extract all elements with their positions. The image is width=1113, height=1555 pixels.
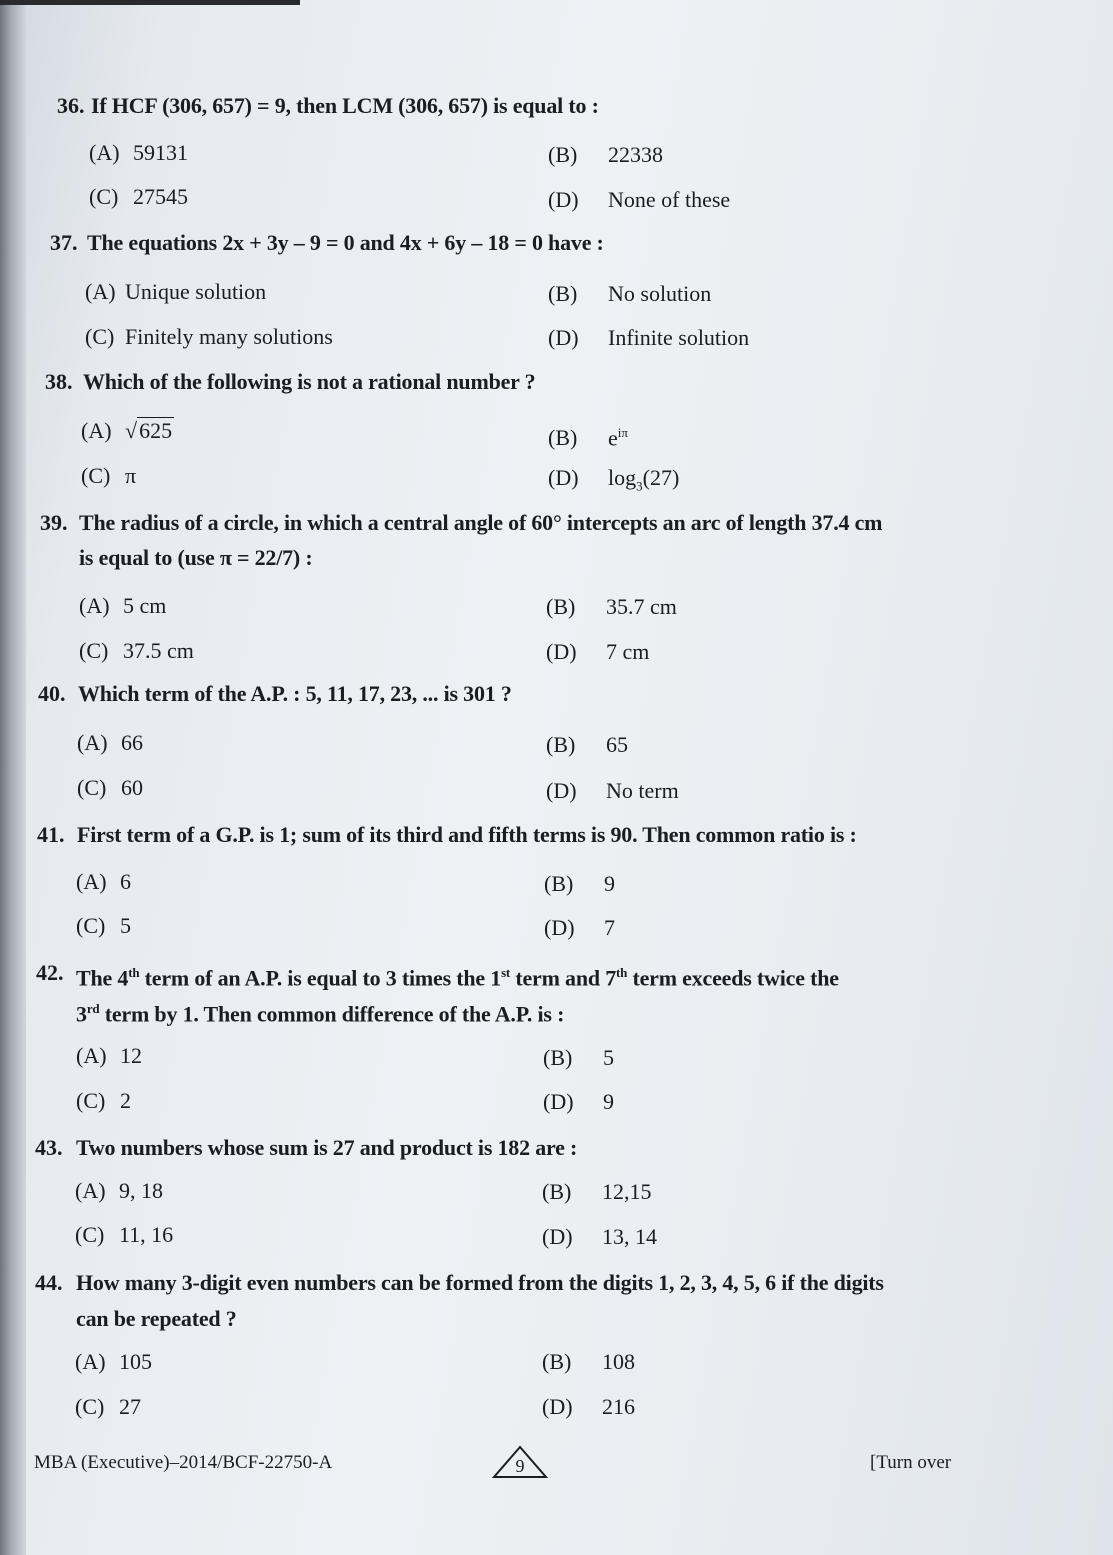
turn-over-label: [Turn over [870,1452,952,1473]
question-text: The 4th term of an A.P. is equal to 3 times the 1st term and 7th term exceeds twice the [76,965,839,991]
option-b: (B) 22338 [548,142,663,167]
question-text-line2: 3rd term by 1. Then common difference of the A.P. is : [76,1001,565,1027]
option-d: (D) 216 [542,1394,635,1419]
question-text: The radius of a circle, in which a central angle of 60° intercepts an arc of length 37.4 cm [79,510,883,535]
option-c: (C) 11, 16 [75,1222,174,1247]
option-a: (A) 59131 [89,140,188,165]
exam-code: MBA (Executive)–2014/BCF-22750-A [34,1452,333,1473]
option-d: (D) 13, 14 [542,1224,657,1249]
option-d: (D) $\log_3(27)$ [548,465,680,494]
option-c: (C) π [81,463,137,488]
option-a: (A) √625 [81,416,174,446]
question-text: How many 3-digit even numbers can be formed from the digits 1, 2, 3, 4, 5, 6 if the digits [76,1270,884,1295]
option-a: (A) 66 [77,730,143,755]
question-text: Which term of the A.P. : 5, 11, 17, 23, ... is 301 ? [78,681,512,706]
option-a: (A) 12 [76,1043,142,1068]
question-number: 44. [35,1270,63,1295]
question-number: 41. [37,822,65,847]
question-text: The equations 2x + 3y – 9 = 0 and 4x + 6y – 18 = 0 have : [87,230,604,255]
option-b: (B) 35.7 cm [546,594,677,619]
question-text: Two numbers whose sum is 27 and product is 182 are : [76,1135,578,1160]
option-c: (C) 2 [76,1088,131,1113]
question-number: 37. [50,230,78,255]
option-c: (C) 27545 [89,184,188,209]
question-number: 36. [57,93,85,118]
top-edge-mark [0,0,300,5]
option-d: (D) 7 cm [546,639,650,664]
question-number: 38. [45,369,73,394]
option-a: (A) 105 [75,1349,152,1374]
page-number-triangle [490,1444,550,1480]
option-a: (A) Unique solution [85,279,267,304]
question-text: Which of the following is not a rational number ? [83,369,536,394]
option-c: (C) Finitely many solutions [85,324,333,349]
question-text-line2: can be repeated ? [76,1306,237,1331]
square-root-symbol: √625 [125,418,173,443]
page-number: 9 [515,1456,525,1476]
option-c: (C) 60 [77,775,143,800]
option-b: (B) 5 [543,1045,614,1070]
option-a: (A) 6 [76,869,131,894]
option-a: (A) 5 cm [79,593,167,618]
option-d: (D) 7 [544,915,615,940]
option-c: (C) 27 [75,1394,141,1419]
option-a: (A) 9, 18 [75,1178,163,1203]
option-d: (D) None of these [548,187,731,212]
question-number: 42. [36,960,64,985]
option-c: (C) 37.5 cm [79,638,194,663]
question-text: First term of a G.P. is 1; sum of its third and fifth terms is 90. Then common ratio is : [77,822,857,847]
option-d: (D) 9 [543,1089,614,1114]
option-b: (B) 65 [546,732,628,757]
option-c: (C) 5 [76,913,131,938]
option-b: (B) 9 [544,871,615,896]
option-b: (B) $e^{i\pi}$ [548,425,628,451]
option-b: (B) No solution [548,281,712,306]
question-text: If HCF (306, 657) = 9, then LCM (306, 657) is equal to : [91,93,599,118]
question-number: 43. [35,1135,63,1160]
question-number: 40. [38,681,66,706]
question-text-line2: is equal to (use π = 22/7) : [79,545,313,570]
question-number: 39. [40,510,68,535]
option-b: (B) 108 [542,1349,635,1374]
option-d: (D) Infinite solution [548,325,750,350]
book-spine-shadow [0,0,26,1555]
option-d: (D) No term [546,778,679,803]
option-b: (B) 12,15 [542,1179,652,1204]
